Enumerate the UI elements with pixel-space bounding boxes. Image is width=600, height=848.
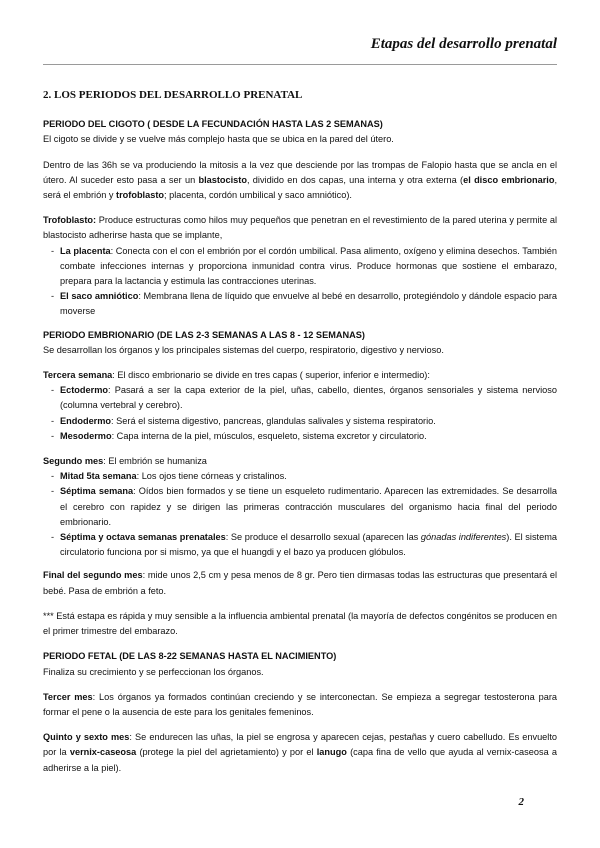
list-item (51, 469, 557, 484)
text-run: , dividido en dos capas, una interna y otra externa ( (246, 174, 464, 185)
bold-term: Final del segundo mes (43, 570, 143, 581)
bold-term: Séptima semana (60, 486, 134, 497)
bold-term: el disco embrionario (463, 174, 555, 185)
text-run: : Membrana llena de líquido que envuelve al bebé en desarrollo, protegiéndolo y dándole espacio para moverse (60, 291, 557, 317)
text-run: : Oídos bien formados y se tiene un esqueleto rudimentario. Aparecen las extremidades. Se desarrolla el cerebro con rapidez y se dirigen las primeras contracción musculares del organismo hacia final del periodo embrionario. (60, 486, 558, 527)
trofoblasto-list (43, 244, 557, 320)
bold-term: Ectodermo (60, 385, 108, 396)
list-item (51, 244, 557, 290)
list-item (51, 289, 557, 319)
trofoblasto-paragraph (43, 213, 557, 243)
bold-term: trofoblasto (116, 190, 165, 201)
text-run: (capa fina de vello que ayuda al vernix-caseosa a adherirse a la piel). (43, 747, 557, 773)
text-run: : Los órganos ya formados continúan creciendo y se interconectan. Se empieza a segregar testosterona para formar el pene o la ausencia de este para los genitales femeninos. (43, 691, 557, 717)
document-body (43, 80, 557, 782)
text-run: : El disco embrionario se divide en tres capas ( superior, inferior e intermedio): (112, 370, 430, 381)
text-run: : Se produce el desarrollo sexual (aparecen las (225, 532, 421, 543)
note-paragraph: *** Está estapa es rápida y muy sensible a la influencia ambiental prenatal (la mayoría de defectos congénitos se producen en el primer trimestre del embarazo. (43, 610, 557, 637)
bold-term: Endodermo (60, 415, 112, 426)
bold-term: Mitad 5ta semana (60, 471, 137, 482)
text-run: : Los ojos tiene córneas y cristalinos. (136, 471, 287, 482)
text-run: : Conecta con el con el embrión por el cordón umbilical. Pasa alimento, oxígeno y elimina desechos. También combate infecciones internas y proporciona inmunidad contra virus. Produce hormonas que sostiene el embarazo, prepara para la lactancia y estimula las contracciones uterinas. (60, 245, 557, 287)
second-month-paragraph (43, 454, 557, 469)
embryonic-section (43, 328, 557, 358)
list-item (51, 484, 557, 530)
embryonic-intro: Se desarrollan los órganos y los principales sistemas del cuerpo, respiratorio, digestivo y nervioso. (43, 344, 444, 355)
italic-term: gónadas indiferentes (420, 532, 507, 543)
end-second-month-paragraph (43, 568, 557, 598)
third-week-paragraph (43, 368, 557, 383)
second-month-list (43, 469, 557, 560)
text-run: : Pasará a ser la capa exterior de la piel, uñas, cabello, dientes, órganos sensoriales y sistema nervioso (columna vertebral y cerebro). (60, 385, 557, 411)
text-run: : Será el sistema digestivo, pancreas, glandulas salivales y sistema respiratorio. (111, 415, 436, 426)
bold-term: El saco amniótico (60, 291, 139, 302)
text-run: : Se endurecen las uñas, la piel se engrosa y aparecen cejas, pestañas y cuero cabelludo. Es envuelto por la (43, 732, 557, 758)
text-run: , será el embrión y (43, 174, 557, 201)
text-run: : El embrión se humaniza (103, 456, 207, 467)
text-run: Produce estructuras como hilos muy pequeños que penetran en el revestimiento de la pared uterina y permite al blastocisto adherirse hasta que se implante, (43, 215, 557, 241)
text-run: (protege la piel del agrietamiento) y por el (136, 747, 317, 758)
zygote-section (43, 117, 557, 147)
zygote-intro: El cigoto se divide y se vuelve más complejo hasta que se ubica en la pared del útero. (43, 134, 394, 145)
zygote-paragraph (43, 158, 557, 204)
germ-layers-list (43, 383, 557, 444)
bold-term: vernix-caseosa (69, 747, 137, 758)
bold-term: Séptima y octava semanas prenatales (60, 532, 226, 543)
list-item (51, 383, 557, 413)
text-run: : mide unos 2,5 cm y pesa menos de 8 gr. Pero tien dirmasas todas las estructuras que presentará el bebé. Pasa de embrión a feto. (43, 570, 557, 596)
text-run: ; placenta, cordón umbilical y saco amniótico). (164, 190, 352, 201)
fetal-heading: PERIODO FETAL (DE LAS 8-22 SEMANAS HASTA EL NACIMIENTO) (43, 651, 337, 662)
embryonic-heading: PERIODO EMBRIONARIO (DE LAS 2-3 SEMANAS A LAS 8 - 12 SEMANAS) (43, 329, 365, 340)
bold-term: lanugo (316, 747, 347, 758)
text-run: ). El sistema circulatorio funciona por si mismo, ya que el huangdi y el bazo ya producen glóbulos. (60, 532, 557, 558)
bold-term: Quinto y sexto mes (43, 732, 130, 743)
fifth-sixth-month-paragraph (43, 730, 557, 776)
header-divider (43, 64, 557, 65)
bold-term: Segundo mes (43, 456, 104, 467)
list-item (51, 530, 557, 560)
bold-term: Tercera semana (43, 370, 113, 381)
fetal-section (43, 649, 557, 679)
list-item (51, 414, 557, 429)
bold-term: blastocisto (198, 174, 247, 185)
bold-term: Mesodermo (60, 430, 112, 441)
third-month-paragraph (43, 690, 557, 720)
bold-term: La placenta (60, 245, 111, 256)
text-run: Dentro de las 36h se va produciendo la mitosis a la vez que desciende por las trompas de Falopio hasta que se ancla en el útero. Al suceder esto pasa a ser un (43, 159, 557, 185)
section-title: 2. LOS PERIODOS DEL DESARROLLO PRENATAL (43, 89, 303, 101)
bold-term: Tercer mes (43, 691, 93, 702)
page-number: 2 (518, 796, 524, 808)
bold-term: Trofoblasto: (43, 215, 97, 226)
list-item (51, 429, 557, 444)
text-run: : Capa interna de la piel, músculos, esqueleto, sistema excretor y circulatorio. (111, 430, 427, 441)
fetal-intro: Finaliza su crecimiento y se perfeccionan los órganos. (43, 666, 264, 677)
zygote-heading: PERIODO DEL CIGOTO ( DESDE LA FECUNDACIÓN HASTA LAS 2 SEMANAS) (43, 119, 383, 130)
page-header-title: Etapas del desarrollo prenatal (370, 36, 557, 52)
